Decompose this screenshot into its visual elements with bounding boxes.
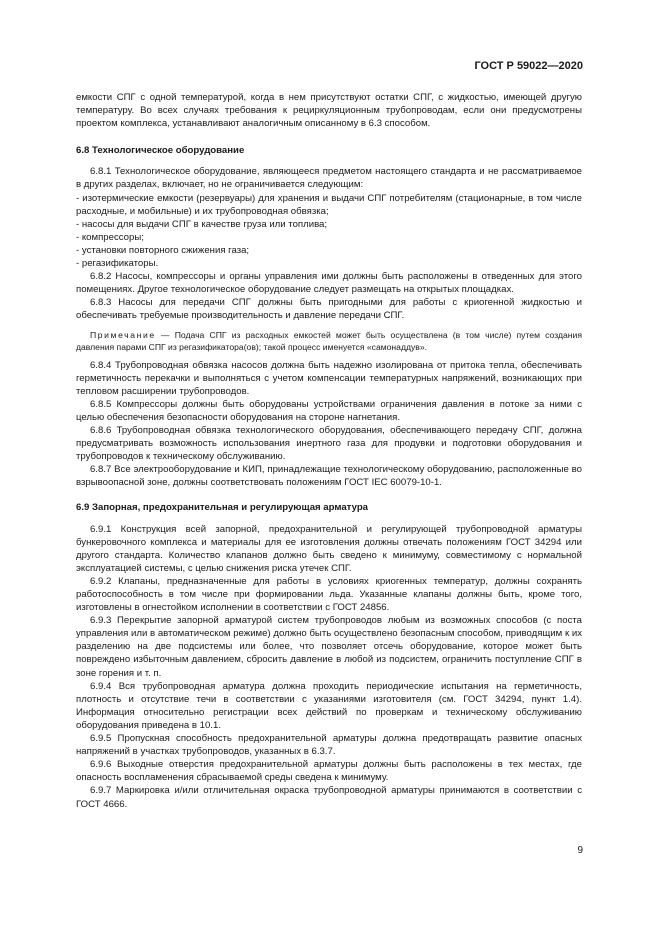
- section-6-9-title: 6.9 Запорная, предохранительная и регулирующая арматура: [76, 502, 369, 514]
- paragraph-6-8-1: 6.8.1 Технологическое оборудование, являющееся предметом настоящего стандарта и не рассматриваемое в других разделах, включает, но не ограничивается следующим:: [76, 166, 582, 191]
- paragraph-6-9-5: 6.9.5 Пропускная способность предохранительной арматуры должна предотвращать развитие опасных напряжений в участках трубопроводов, указанных в 6.3.7.: [76, 733, 582, 758]
- page-number: 9: [577, 845, 583, 856]
- paragraph-6-8-2: 6.8.2 Насосы, компрессоры и органы управления ими должны быть расположены в отведенных для этого помещениях. Другое технологическое оборудование следует размещать на открытых площадках.: [76, 271, 582, 296]
- section-6-8-title: 6.8 Технологическое оборудование: [76, 145, 245, 157]
- paragraph-6-9-6: 6.9.6 Выходные отверстия предохранительной арматуры должны быть расположены в тех местах, где опасность воспламенения сбрасываемой среды сведена к минимуму.: [76, 759, 582, 784]
- list-item: - насосы для выдачи СПГ в качестве груза или топлива;: [76, 218, 582, 231]
- paragraph-6-8-4: 6.8.4 Трубопроводная обвязка насосов должна быть надежно изолирована от притока тепла, обеспечивать герметичность перекачки и выполняться с учетом компенсации температурных напряжений, возникающих при тепловом расширении трубопроводов.: [76, 359, 582, 397]
- standard-header: ГОСТ Р 59022—2020: [474, 60, 583, 72]
- list-item: - установки повторного сжижения газа;: [76, 244, 582, 257]
- page-content: [76, 91, 582, 811]
- note-text: — Подача СПГ из расходных емкостей может быть осуществлена (в том числе) путем создания давления парами СПГ из регазификатора(ов); такой процесс именуется «самонаддув».: [76, 329, 582, 352]
- paragraph-6-8-6: 6.8.6 Трубопроводная обвязка технологического оборудования, обеспечивающего передачу СПГ, должна предусматривать возможность использования инертного газа для продувки и подготовки оборудования и трубопроводов к техническому обслуживанию.: [76, 424, 582, 463]
- paragraph-6-9-7: 6.9.7 Маркировка и/или отличительная окраска трубопроводной арматуры принимаются в соответствии с ГОСТ 4666.: [76, 785, 582, 810]
- intro-paragraph: емкости СПГ с одной температурой, когда в нем присутствуют остатки СПГ, с жидкостью, имеющей другую температуру. Во всех случаях требования к рециркуляционным трубопроводам, если они предусмотрены проектом комплекса, устанавливают аналогичным описанному в 6.3 способом.: [76, 92, 582, 130]
- list-item: - изотермические емкости (резервуары) для хранения и выдачи СПГ потребителям (стационарные, в том числе расходные, и мобильные) и их трубопроводная обвязка;: [76, 192, 582, 218]
- note: [76, 329, 582, 353]
- list-item: - регазификаторы.: [76, 257, 582, 270]
- paragraph-6-9-4: 6.9.4 Вся трубопроводная арматура должна проходить периодические испытания на герметичность, плотность и отсутствие течи в соответствии с указаниями изготовителя (см. ГОСТ 34294, пункт 1.4). Информация относительно регистрации всех действий по проверкам и техническому обслуживанию оборудования приведена в 10.1.: [76, 680, 582, 731]
- paragraph-6-8-5: 6.8.5 Компрессоры должны быть оборудованы устройствами ограничения давления в потоке за ними с целью обеспечения безопасности оборудования на стороне нагнетания.: [76, 398, 582, 423]
- paragraph-6-8-7: 6.8.7 Все электрооборудование и КИП, принадлежащие технологическому оборудованию, расположенные во взрывоопасной зоне, должны соответствовать положениям ГОСТ IEC 60079-10-1.: [76, 464, 582, 489]
- list-item: - компрессоры;: [76, 231, 582, 244]
- paragraph-6-8-3: 6.8.3 Насосы для передачи СПГ должны быть пригодными для работы с криогенной жидкостью и обеспечивать требуемые производительность и давление передачи СПГ.: [76, 297, 582, 322]
- paragraph-6-9-1: 6.9.1 Конструкция всей запорной, предохранительной и регулирующей трубопроводной арматуры бункеровочного комплекса и материалы для ее изготовления должны отвечать положениям ГОСТ 34294 или другого стандарта. Количество клапанов должно быть сведено к минимуму, совместимому с нормальной эксплуатацией системы, с целью снижения риска утечек СПГ.: [76, 523, 582, 574]
- paragraph-6-9-3: 6.9.3 Перекрытие запорной арматурой систем трубопроводов любым из возможных способов (с поста управления или в автоматическом режиме) должно быть осуществлено безопасным способом, приводящим к их разделению на две подсистемы или более, что позволяет отсечь оборудование, которое может быть повреждено избыточным давлением, сбросить давление в любой из подсистем, ограничить поступление СПГ в зоне горения и т. п.: [76, 615, 582, 679]
- note-label: Примечание: [90, 329, 156, 340]
- paragraph-6-9-2: 6.9.2 Клапаны, предназначенные для работы в условиях криогенных температур, должны сохранять работоспособность в том числе при формировании льда. Указанные клапаны должны быть, кроме того, изготовлены в огнестойком исполнении в соответствии с ГОСТ 24856.: [76, 575, 582, 614]
